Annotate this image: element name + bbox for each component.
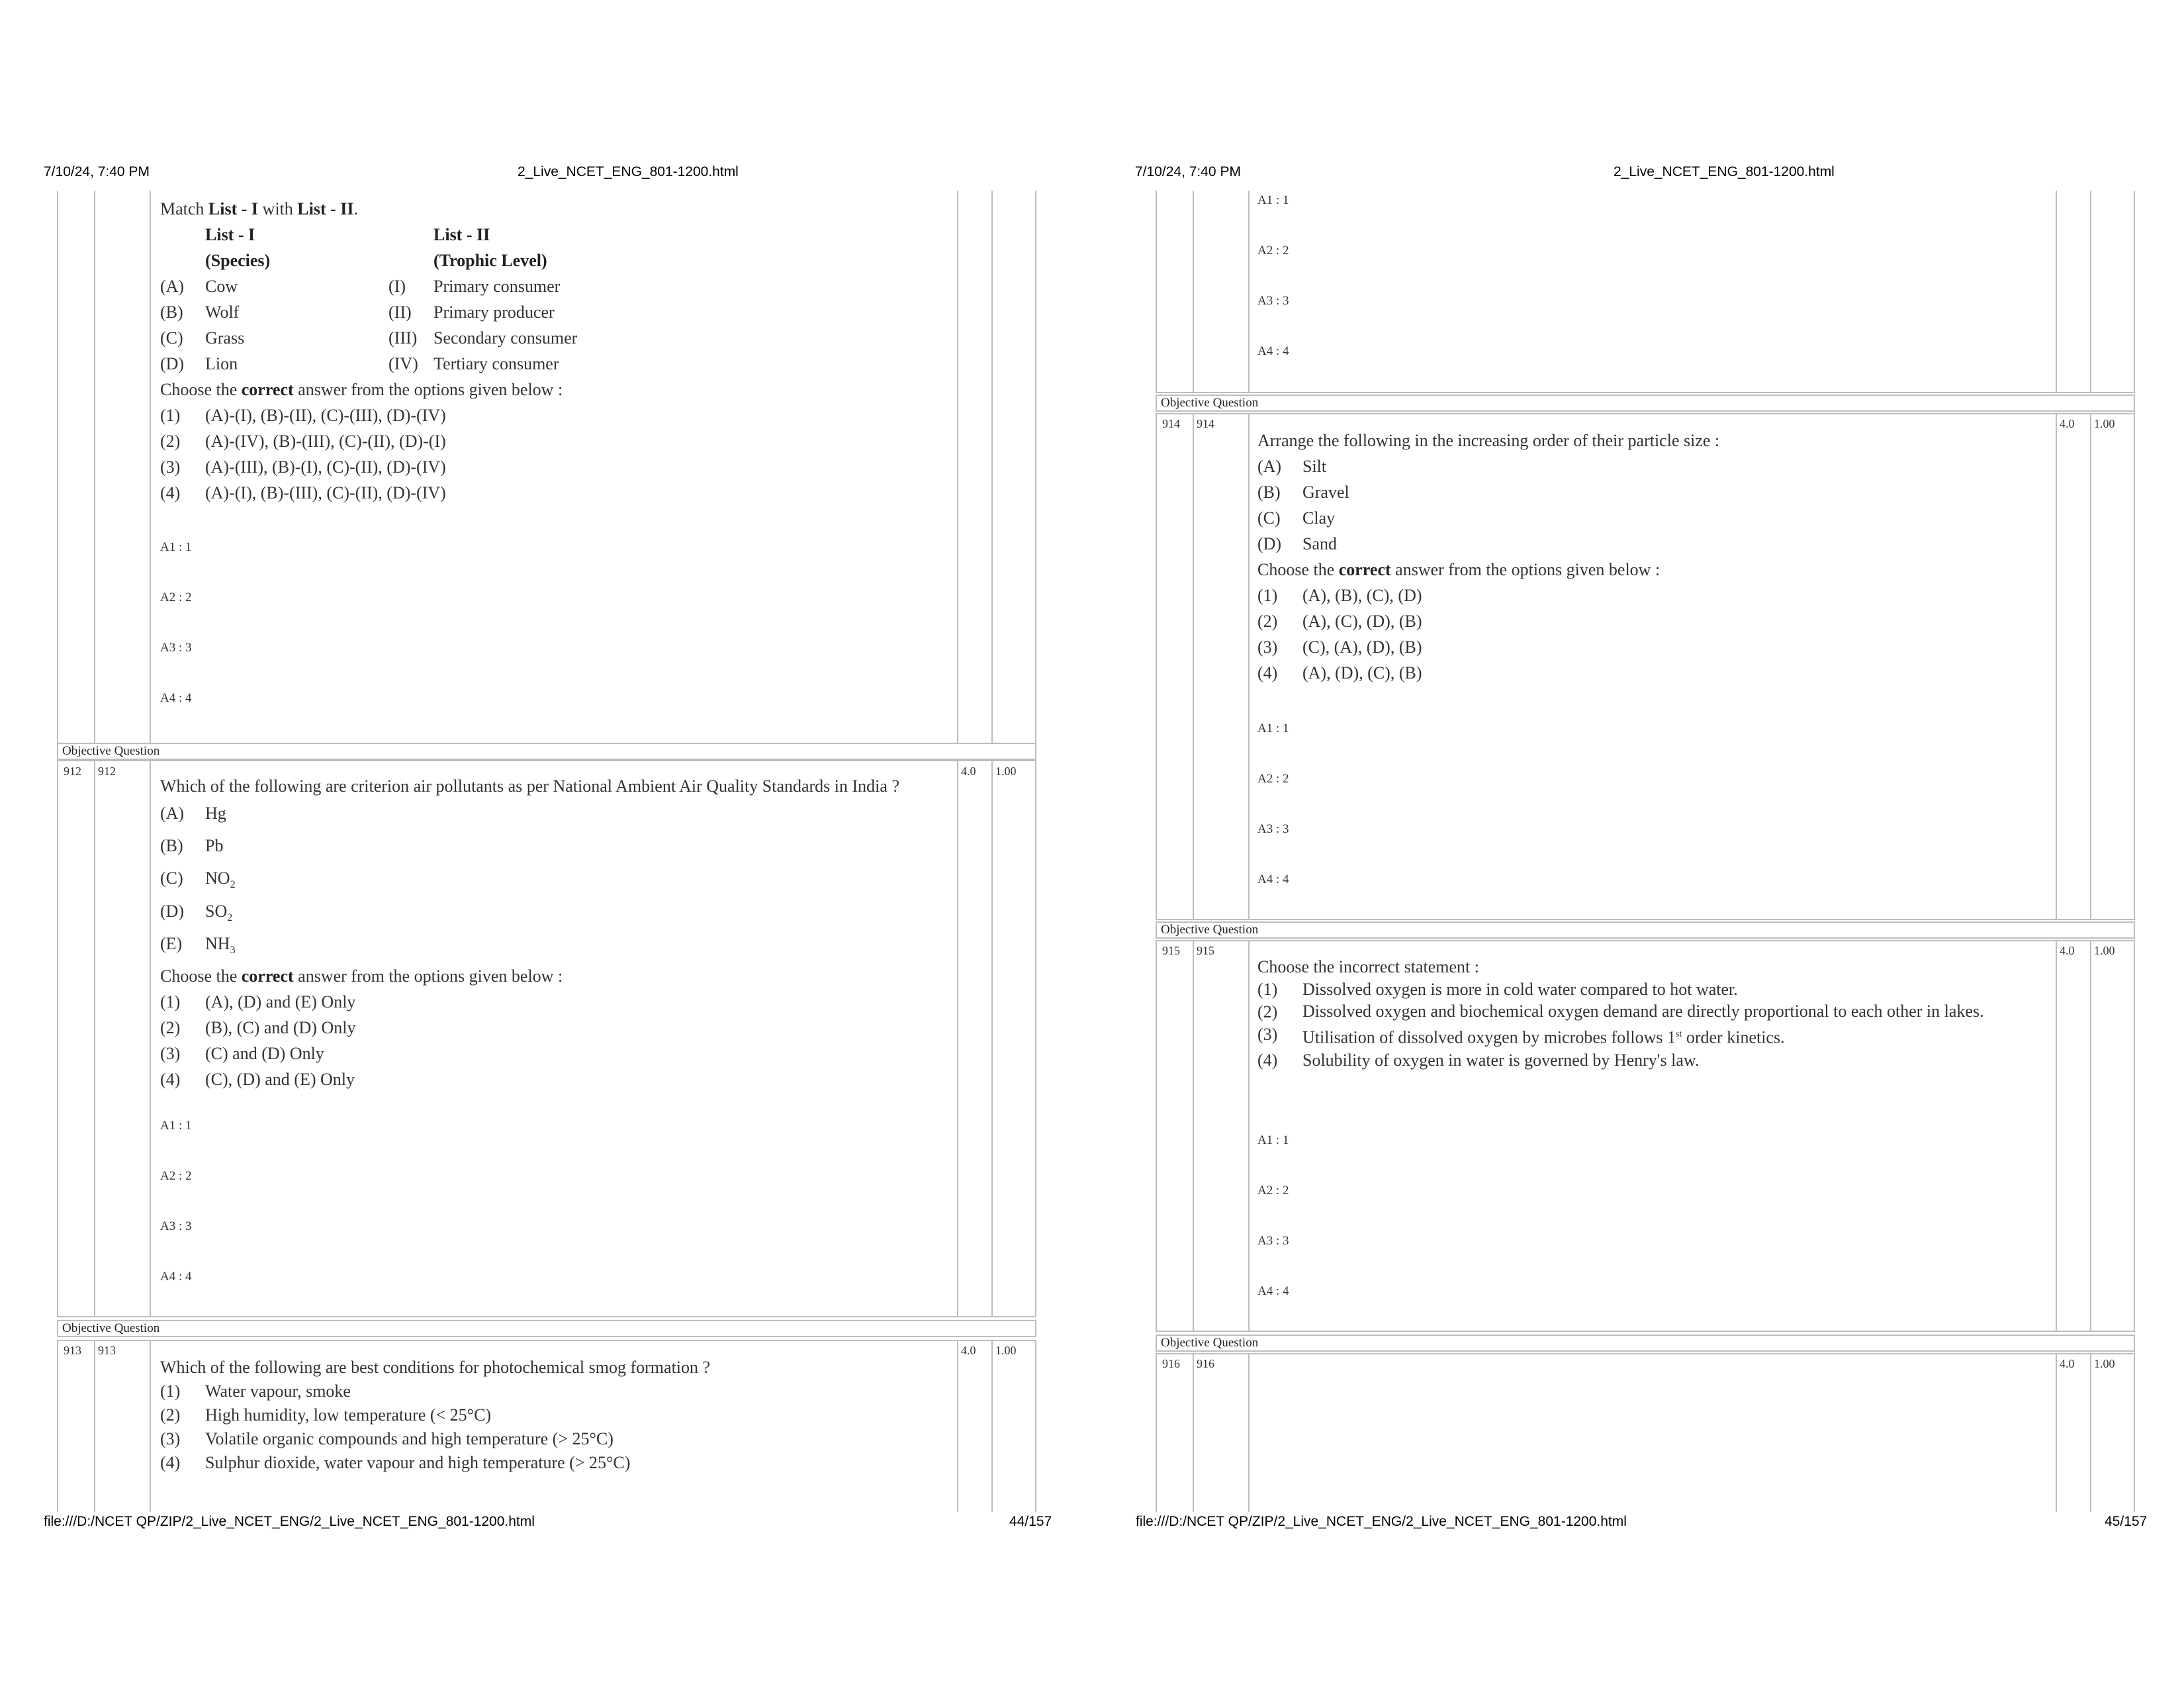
q913-option-text: Sulphur dioxide, water vapour and high temperature (> 25°C): [205, 1453, 631, 1472]
q911-match-row: [160, 273, 954, 299]
q913-option-3: [160, 1427, 948, 1451]
question-916-sno: 916: [1162, 1357, 1180, 1370]
objective-label: Objective Question: [57, 1320, 1036, 1337]
q913-options: [160, 1380, 948, 1475]
question-915-id: 915: [1197, 944, 1214, 957]
q913-option-text: Volatile organic compounds and high temperature (> 25°C): [205, 1429, 614, 1448]
question-916-box: [1156, 1353, 2135, 1512]
q911-option-1: [160, 402, 954, 428]
q912-option-text: (B), (C) and (D) Only: [205, 1017, 356, 1037]
q911-match-row: [160, 351, 954, 377]
q912-items: [160, 800, 948, 963]
header-datetime: 7/10/24, 7:40 PM: [1135, 164, 1241, 179]
q912-item-symbol: NH: [205, 933, 230, 953]
q914-option-1: [1257, 583, 2045, 608]
q911-row-numeral: (IV): [388, 354, 418, 373]
answer-a2: A2 : 2: [1257, 772, 1289, 786]
q914-option-4: [1257, 660, 2045, 686]
q913-option-2: [160, 1403, 948, 1427]
question-914-negative: 1.00: [2094, 417, 2115, 430]
q913-option-4: [160, 1451, 948, 1475]
q911-row-letter: (A): [160, 277, 185, 296]
q912-option-number: (3): [160, 1043, 181, 1063]
q913-option-text: High humidity, low temperature (< 25°C): [205, 1405, 492, 1425]
q912-option-3: [160, 1041, 948, 1066]
q912-option-1: [160, 989, 948, 1015]
q911-row-numeral: (III): [388, 328, 418, 348]
question-915-body: [1257, 956, 2045, 1072]
q915-stem: Choose the incorrect statement :: [1257, 957, 1480, 976]
q914-option-text: (C), (A), (D), (B): [1302, 637, 1422, 657]
q911-row-species: Cow: [205, 277, 238, 296]
q911-row-letter: (D): [160, 354, 185, 373]
q915-option-3: (3) Utilisation of dissolved oxygen by microbes follows 1st order kinetics.: [1257, 1025, 1785, 1047]
q911-row-level: Primary consumer: [433, 277, 561, 296]
header-filename: 2_Live_NCET_ENG_801-1200.html: [518, 164, 739, 179]
q914-option-number: (3): [1257, 637, 1278, 657]
q912-item-symbol: Hg: [205, 804, 226, 823]
q915-option-2: (2) Dissolved oxygen and biochemical oxygen demand are directly proportional to each other in lakes.: [1257, 1002, 1984, 1021]
objective-label: Objective Question: [1156, 921, 2135, 939]
q914-option-text: (A), (D), (C), (B): [1302, 663, 1422, 682]
q912-option-number: (4): [160, 1069, 181, 1089]
q914-items: [1257, 453, 2045, 557]
q911-row-numeral: (II): [388, 303, 412, 322]
q914-item-3: [1257, 505, 2045, 531]
question-915-marks: 4.0: [2060, 944, 2075, 957]
q911-row-species: Wolf: [205, 303, 240, 322]
q911-option-number: (1): [160, 406, 181, 425]
q914-item-text: Silt: [1302, 457, 1327, 476]
question-913-sno: 913: [64, 1344, 81, 1357]
answer-a1: A1 : 1: [1257, 193, 1289, 207]
q914-item-text: Sand: [1302, 534, 1337, 553]
q912-item-letter: (C): [160, 868, 183, 888]
question-915-negative: 1.00: [2094, 944, 2115, 957]
q911-row-species: Lion: [205, 354, 238, 373]
q912-option-text: (A), (D) and (E) Only: [205, 992, 356, 1011]
question-913-answers-box: [1156, 191, 2135, 393]
question-916-id: 916: [1197, 1357, 1214, 1370]
answer-a4: A4 : 4: [160, 691, 192, 705]
q914-item-letter: (C): [1257, 508, 1281, 528]
footer-page-number: 45/157: [2105, 1514, 2148, 1529]
question-912-body: [160, 776, 948, 1092]
question-912-marks: 4.0: [961, 765, 976, 778]
answer-a1: A1 : 1: [1257, 1133, 1289, 1147]
q912-item-2: [160, 833, 948, 865]
q911-list-subheads: (Species) (Trophic Level): [205, 251, 547, 270]
q912-item-subscript: 3: [230, 944, 236, 956]
q915-option-1: (1) Dissolved oxygen is more in cold water compared to hot water.: [1257, 980, 1738, 999]
footer-page-number: 44/157: [1009, 1514, 1052, 1529]
question-913-negative: 1.00: [995, 1344, 1017, 1357]
header-filename: 2_Live_NCET_ENG_801-1200.html: [1614, 164, 1835, 179]
answer-a2: A2 : 2: [1257, 244, 1289, 258]
q913-option-number: (4): [160, 1453, 181, 1472]
answer-a4: A4 : 4: [1257, 1284, 1289, 1298]
q911-row-letter: (B): [160, 303, 183, 322]
q911-match-row: [160, 325, 954, 351]
q915-option-4: (4) Solubility of oxygen in water is governed by Henry's law.: [1257, 1050, 1700, 1070]
q912-stem: Which of the following are criterion air pollutants as per National Ambient Air Quality Standards in India ?: [160, 776, 899, 796]
q914-options: [1257, 583, 2045, 686]
objective-label: Objective Question: [57, 743, 1036, 760]
question-913-body: [160, 1356, 948, 1475]
q912-option-number: (1): [160, 992, 181, 1011]
objective-label: Objective Question: [1156, 1335, 2135, 1352]
answer-a4: A4 : 4: [1257, 344, 1289, 358]
question-914-body: [1257, 428, 2045, 686]
answer-a4: A4 : 4: [160, 1270, 192, 1284]
q911-option-number: (4): [160, 483, 181, 502]
q914-item-text: Gravel: [1302, 483, 1349, 502]
q912-item-text: [205, 898, 232, 931]
question-912-sno: 912: [64, 765, 81, 778]
q912-option-text: (C) and (D) Only: [205, 1043, 324, 1063]
answer-a3: A3 : 3: [1257, 294, 1289, 308]
q911-option-text: (A)-(IV), (B)-(III), (C)-(II), (D)-(I): [205, 432, 446, 451]
q914-option-number: (4): [1257, 663, 1278, 682]
q911-row-letter: (C): [160, 328, 183, 348]
question-916-negative: 1.00: [2094, 1357, 2115, 1370]
q913-stem: Which of the following are best conditions for photochemical smog formation ?: [160, 1358, 711, 1377]
answer-a3: A3 : 3: [1257, 1234, 1289, 1248]
question-913-id: 913: [98, 1344, 116, 1357]
q912-item-5: [160, 931, 948, 963]
q914-item-letter: (B): [1257, 483, 1281, 502]
q911-row-level: Secondary consumer: [433, 328, 578, 348]
q912-item-text: [205, 865, 236, 898]
q911-intro: Match List - I with List - II.: [160, 199, 359, 218]
question-914-id: 914: [1197, 417, 1214, 430]
q912-item-text: [205, 931, 236, 963]
q912-item-letter: (E): [160, 933, 183, 953]
q911-option-3: [160, 454, 954, 480]
q913-option-number: (3): [160, 1429, 181, 1448]
q914-option-text: (A), (B), (C), (D): [1302, 586, 1422, 605]
answer-a3: A3 : 3: [160, 641, 192, 655]
question-914-sno: 914: [1162, 417, 1180, 430]
q912-choose: Choose the correct answer from the options given below :: [160, 966, 563, 986]
answer-a2: A2 : 2: [160, 1169, 192, 1183]
footer-path: file:///D:/NCET QP/ZIP/2_Live_NCET_ENG/2_Live_NCET_ENG_801-1200.html: [1136, 1514, 1627, 1529]
q914-item-text: Clay: [1302, 508, 1336, 528]
q912-option-text: (C), (D) and (E) Only: [205, 1069, 355, 1089]
q914-item-letter: (D): [1257, 534, 1282, 553]
q911-option-2: [160, 428, 954, 454]
q911-options: [160, 402, 954, 506]
q912-item-symbol: NO: [205, 868, 230, 888]
q913-option-1: [160, 1380, 948, 1403]
q914-item-2: [1257, 479, 2045, 505]
q912-item-text: [205, 833, 223, 865]
q911-option-text: (A)-(I), (B)-(III), (C)-(II), (D)-(IV): [205, 483, 446, 502]
answer-a3: A3 : 3: [1257, 822, 1289, 836]
q912-item-text: [205, 800, 226, 833]
q914-option-number: (1): [1257, 586, 1278, 605]
q914-option-2: [1257, 608, 2045, 634]
answer-a1: A1 : 1: [160, 540, 192, 554]
header-datetime: 7/10/24, 7:40 PM: [44, 164, 150, 179]
q914-choose: Choose the correct answer from the options given below :: [1257, 560, 1661, 579]
q914-item-1: [1257, 453, 2045, 479]
q911-row-numeral: (I): [388, 277, 406, 296]
question-916-marks: 4.0: [2060, 1357, 2075, 1370]
q911-list-heads: List - I List - II: [205, 225, 490, 244]
q912-options: [160, 989, 948, 1092]
q911-match-rows: [160, 273, 954, 377]
q911-option-number: (2): [160, 432, 181, 451]
q914-option-number: (2): [1257, 612, 1278, 631]
q914-option-text: (A), (C), (D), (B): [1302, 612, 1422, 631]
footer-path: file:///D:/NCET QP/ZIP/2_Live_NCET_ENG/2_Live_NCET_ENG_801-1200.html: [44, 1514, 535, 1529]
q911-option-text: (A)-(III), (B)-(I), (C)-(II), (D)-(IV): [205, 457, 446, 477]
answer-a2: A2 : 2: [1257, 1184, 1289, 1197]
q911-option-number: (3): [160, 457, 181, 477]
question-914-marks: 4.0: [2060, 417, 2075, 430]
q911-option-text: (A)-(I), (B)-(II), (C)-(III), (D)-(IV): [205, 406, 446, 425]
q911-row-species: Grass: [205, 328, 245, 348]
q912-item-4: [160, 898, 948, 931]
q912-item-3: [160, 865, 948, 898]
question-915-sno: 915: [1162, 944, 1180, 957]
q912-item-subscript: 2: [230, 879, 236, 891]
q912-item-letter: (A): [160, 804, 185, 823]
question-912-negative: 1.00: [995, 765, 1017, 778]
answer-a1: A1 : 1: [1257, 722, 1289, 735]
q912-item-letter: (B): [160, 836, 183, 856]
answer-a2: A2 : 2: [160, 590, 192, 604]
q912-option-number: (2): [160, 1017, 181, 1037]
q913-option-text: Water vapour, smoke: [205, 1382, 351, 1401]
page-45: [1092, 0, 2184, 1688]
q912-item-subscript: 2: [227, 912, 233, 923]
question-913-marks: 4.0: [961, 1344, 976, 1357]
objective-label: Objective Question: [1156, 395, 2135, 412]
answer-a3: A3 : 3: [160, 1219, 192, 1233]
q912-item-letter: (D): [160, 901, 185, 921]
question-912-id: 912: [98, 765, 116, 778]
q911-row-level: Tertiary consumer: [433, 354, 559, 373]
q912-option-2: [160, 1015, 948, 1041]
q914-stem: Arrange the following in the increasing order of their particle size :: [1257, 431, 1720, 450]
answer-a4: A4 : 4: [1257, 872, 1289, 886]
q912-item-1: [160, 800, 948, 833]
q911-choose: Choose the correct answer from the options given below :: [160, 380, 563, 399]
q912-item-symbol: SO: [205, 901, 228, 921]
question-911-body: [160, 196, 954, 506]
q913-option-number: (1): [160, 1382, 181, 1401]
q912-item-symbol: Pb: [205, 836, 224, 856]
q912-option-4: [160, 1066, 948, 1092]
q911-row-level: Primary producer: [433, 303, 555, 322]
q914-item-4: [1257, 531, 2045, 557]
q913-option-number: (2): [160, 1405, 181, 1425]
q911-match-row: [160, 299, 954, 325]
q911-option-4: [160, 480, 954, 506]
q914-option-3: [1257, 634, 2045, 660]
answer-a1: A1 : 1: [160, 1119, 192, 1133]
q914-item-letter: (A): [1257, 457, 1282, 476]
